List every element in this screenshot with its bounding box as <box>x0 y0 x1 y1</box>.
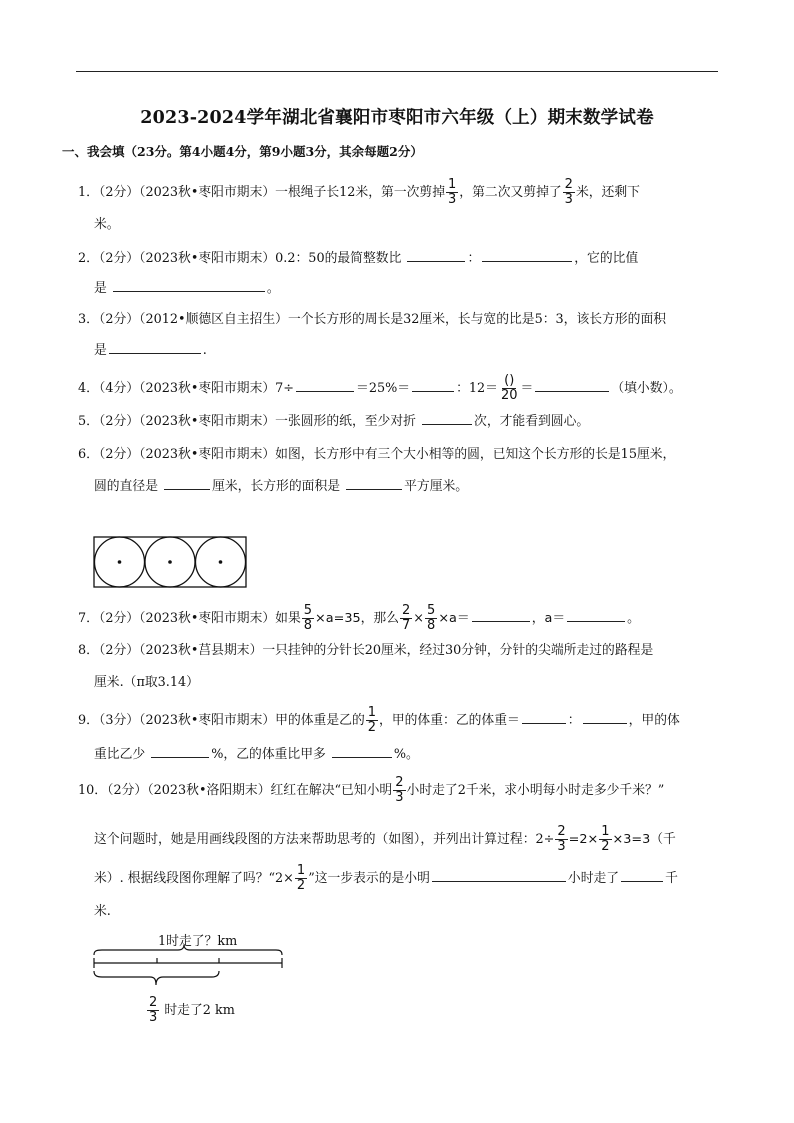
fraction: $\frac{1}{2}$ <box>367 705 377 735</box>
diagram-top-label: 1时走了？km <box>158 934 238 949</box>
rectangle-three-circles-figure <box>93 535 249 591</box>
answer-blank[interactable] <box>332 745 392 758</box>
answer-blank[interactable] <box>113 279 265 292</box>
question-1-cont: 米。 <box>94 217 120 232</box>
question-10-cont-3: 米. <box>94 904 111 919</box>
circle-center <box>219 560 223 564</box>
question-2-cont: 是 。 <box>94 281 280 296</box>
circle-center <box>168 560 172 564</box>
line-segment-diagram <box>88 945 288 995</box>
fraction: $\frac{1}{3}$ <box>448 177 457 207</box>
answer-blank[interactable] <box>422 412 472 425</box>
bottom-brace <box>94 971 219 985</box>
fraction: $\frac{2}{7}$ <box>402 603 411 633</box>
question-6-cont: 圆的直径是 厘米，长方形的面积是 平方厘米。 <box>94 479 469 494</box>
answer-blank[interactable] <box>567 609 625 622</box>
question-8-cont: 厘米.（π取3.14） <box>94 675 199 690</box>
fraction: $\frac{5}{8}$ <box>427 603 436 633</box>
fraction: $\frac{2}{3}$ <box>395 775 404 805</box>
question-10: 10．（2分）（2023秋•洛阳期末）红红在解决“已知小明 $\frac{2}{3}$ 小时走了2千米，求小明每小时走多少千米？” <box>78 775 665 805</box>
answer-blank[interactable] <box>346 477 402 490</box>
diagram-bottom-label: $\frac{2}{3}$ 时走了2 km <box>149 995 235 1025</box>
answer-blank[interactable] <box>109 341 201 354</box>
question-4: 4．（4分）（2023秋•枣阳市期末）7÷ ＝25%＝ ：12＝ $\frac{()}{20}$ ＝ （填小数）。 <box>78 373 682 403</box>
answer-blank[interactable] <box>535 379 609 392</box>
answer-blank[interactable] <box>482 249 572 262</box>
question-1: 1．（2分）（2023秋•枣阳市期末）一根绳子长12米，第一次剪掉 $\frac{1}{3}$ ，第二次又剪掉了 $\frac{2}{3}$ 米，还剩下 <box>78 177 640 207</box>
answer-blank[interactable] <box>522 711 566 724</box>
fraction: $\frac{2}{3}$ <box>557 824 566 854</box>
top-brace <box>94 945 282 955</box>
fraction: $\frac{1}{2}$ <box>601 824 610 854</box>
header-rule <box>76 71 718 72</box>
answer-blank[interactable] <box>164 477 210 490</box>
question-5: 5．（2分）（2023秋•枣阳市期末）一张圆形的纸，至少对折 次，才能看到圆心。 <box>78 414 590 429</box>
answer-blank[interactable] <box>407 249 465 262</box>
answer-blank[interactable] <box>621 869 663 882</box>
question-2: 2．（2分）（2023秋•枣阳市期末）0.2：50的最简整数比 ： ，它的比值 <box>78 251 639 266</box>
answer-blank[interactable] <box>151 745 209 758</box>
question-10-cont-1: 这个问题时，她是用画线段图的方法来帮助思考的（如图），并列出计算过程：2÷ $\frac{2}{3}$ =2× $\frac{1}{2}$ ×3=3（千 <box>94 824 676 854</box>
question-3-cont: 是 . <box>94 343 207 358</box>
answer-blank[interactable] <box>583 711 627 724</box>
fraction: $\frac{()}{20}$ <box>500 373 518 403</box>
circle-center <box>118 560 122 564</box>
fraction: $\frac{2}{3}$ <box>564 177 573 207</box>
answer-blank[interactable] <box>472 609 530 622</box>
answer-blank[interactable] <box>432 869 566 882</box>
question-9: 9．（3分）（2023秋•枣阳市期末）甲的体重是乙的 $\frac{1}{2}$ ，甲的体重：乙的体重＝ ： ，甲的体 <box>78 705 680 735</box>
fraction: $\frac{1}{2}$ <box>296 863 306 893</box>
question-7: 7．（2分）（2023秋•枣阳市期末）如果 $\frac{5}{8}$ ×a=35，那么 $\frac{2}{7}$ × $\frac{5}{8}$ ×a＝ ，a＝ 。 <box>78 603 640 633</box>
question-9-cont: 重比乙少 %，乙的体重比甲多 %。 <box>94 747 419 762</box>
question-6: 6．（2分）（2023秋•枣阳市期末）如图，长方形中有三个大小相等的圆，已知这个长方形的长是15厘米， <box>78 447 676 462</box>
fraction: $\frac{2}{3}$ <box>149 995 158 1025</box>
answer-blank[interactable] <box>296 379 354 392</box>
exam-title: 2023-2024学年湖北省襄阳市枣阳市六年级（上）期末数学试卷 <box>140 108 654 128</box>
question-3: 3．（2分）（2012•顺德区自主招生）一个长方形的周长是32厘米，长与宽的比是5：3，该长方形的面积 <box>78 312 667 327</box>
section-heading: 一、我会填（23分。第4小题4分，第9小题3分，其余每题2分） <box>62 144 423 159</box>
fraction: $\frac{5}{8}$ <box>303 603 313 633</box>
question-10-cont-2: 米）. 根据线段图你理解了吗？“2× $\frac{1}{2}$ ”这一步表示的是小明 小时走了 千 <box>94 863 678 893</box>
answer-blank[interactable] <box>412 379 454 392</box>
question-8: 8．（2分）（2023秋•莒县期末）一只挂钟的分针长20厘米，经过30分钟，分针的尖端所走过的路程是 <box>78 643 654 658</box>
